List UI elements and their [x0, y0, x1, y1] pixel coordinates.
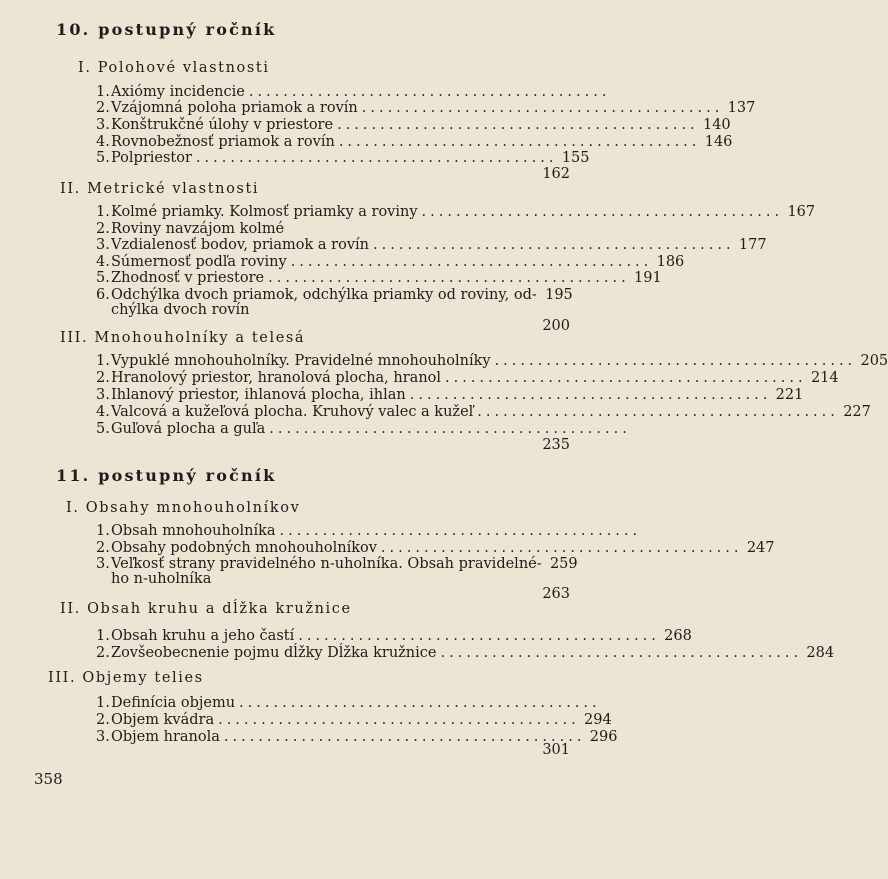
entry-number: 1. [96, 84, 110, 100]
dot-leader: .......................................... [440, 645, 803, 661]
grade-10-heading: 10. postupný ročník [56, 20, 277, 39]
trailing-page: 200 [542, 318, 570, 334]
entry-title: Vzájomná poloha priamok a rovín [111, 100, 358, 116]
toc-entry [96, 712, 612, 728]
entry-number: 3. [96, 237, 110, 253]
entry-title: Definícia objemu [111, 695, 236, 711]
entry-number: 4. [96, 134, 110, 150]
dot-leader: .......................................... [373, 237, 735, 253]
entry-number: 1. [96, 353, 110, 369]
toc-entry [96, 204, 816, 220]
dot-leader: .......................................... [195, 150, 558, 166]
entry-number: 2. [96, 370, 110, 386]
toc-entry [96, 237, 767, 253]
page-number: 358 [34, 770, 63, 788]
entry-number: 1. [96, 204, 110, 220]
entry-title: Ihlanový priestor, ihlanová plocha, ihlan [111, 387, 406, 403]
entry-number: 5. [96, 150, 110, 166]
section-mnohouholniky-heading: III. Mnohouholníky a telesá [60, 330, 306, 346]
entry-page: 294 [584, 712, 612, 728]
entry-page: 284 [806, 645, 835, 661]
toc-entry [96, 100, 756, 116]
entry-page: 167 [787, 204, 816, 220]
dot-leader: .......................................... [337, 117, 699, 133]
dot-leader: .......................................... [218, 712, 580, 728]
trailing-page: 235 [542, 437, 570, 453]
entry-number: 2. [96, 645, 110, 661]
dot-leader: .......................................... [248, 84, 611, 100]
entry-number: 2. [96, 540, 110, 556]
toc-entry [96, 150, 590, 166]
entry-number: 3. [96, 117, 110, 133]
entry-continuation: ho n-uholníka [111, 571, 212, 587]
entry-page: 259 [549, 556, 578, 572]
entry-number: 4. [96, 404, 110, 420]
entry-continuation: chýlka dvoch rovín [111, 302, 250, 318]
entry-title: Odchýlka dvoch priamok, odchýlka priamky od roviny, od- [111, 287, 537, 303]
entry-page: 205 [860, 353, 888, 369]
toc-entry [96, 729, 618, 745]
section-polohove-heading: I. Polohové vlastnosti [78, 60, 270, 76]
toc-entry [96, 370, 839, 386]
toc-entry [96, 523, 642, 539]
trailing-page: 162 [542, 166, 570, 182]
grade-11-heading: 11. postupný ročník [56, 466, 277, 485]
dot-leader: .......................................... [223, 729, 586, 745]
entry-title: Obsah kruhu a jeho častí [111, 628, 295, 644]
toc-entry [96, 117, 731, 133]
entry-title: Zovšeobecnenie pojmu dĺžky Dĺžka kružnice [111, 645, 437, 661]
dot-leader: .......................................... [290, 254, 653, 270]
toc-entry [96, 421, 631, 437]
entry-page: 137 [727, 100, 756, 116]
entry-number: 1. [96, 695, 110, 711]
entry-number: 1. [96, 523, 110, 539]
entry-title: Objem kvádra [111, 712, 215, 728]
dot-leader: .......................................... [445, 370, 807, 386]
dot-leader: .......................................... [269, 421, 631, 437]
toc-entry [96, 556, 578, 572]
entry-title: Obsahy podobných mnohouholníkov [111, 540, 377, 556]
entry-title: Zhodnosť v priestore [111, 270, 265, 286]
entry-title: Konštrukčné úlohy v priestore [111, 117, 334, 133]
entry-number: 5. [96, 421, 110, 437]
toc-entry [96, 695, 601, 711]
dot-leader: .......................................... [494, 353, 857, 369]
entry-number: 2. [96, 712, 110, 728]
dot-leader: .......................................... [298, 628, 660, 644]
dot-leader: .......................................... [421, 204, 784, 220]
section-metricke-heading: II. Metrické vlastnosti [60, 181, 260, 197]
entry-page: 177 [738, 237, 767, 253]
section-objemy-heading: III. Objemy telies [48, 670, 204, 686]
toc-entry [96, 645, 835, 661]
entry-page: 296 [589, 729, 618, 745]
entry-title: Guľová plocha a guľa [111, 421, 266, 437]
trailing-page: 263 [542, 586, 570, 602]
entry-page: 214 [810, 370, 839, 386]
entry-number: 1. [96, 628, 110, 644]
entry-title: Axiómy incidencie [111, 84, 245, 100]
entry-title: Vzdialenosť bodov, priamok a rovín [111, 237, 370, 253]
entry-number: 2. [96, 221, 110, 237]
entry-page: 227 [843, 404, 871, 420]
toc-entry [96, 404, 871, 420]
toc-entry [96, 84, 611, 100]
entry-page: 195 [545, 287, 573, 303]
toc-entry [96, 287, 573, 303]
entry-page: 268 [664, 628, 692, 644]
entry-page: 140 [702, 117, 731, 133]
entry-title: Súmernosť podľa roviny [111, 254, 287, 270]
toc-entry [96, 270, 662, 286]
dot-leader: .......................................... [380, 540, 743, 556]
entry-title: Obsah mnohouholníka [111, 523, 276, 539]
entry-title: Hranolový priestor, hranolová plocha, hranol [111, 370, 442, 386]
entry-number: 3. [96, 556, 110, 572]
dot-leader: .......................................... [279, 523, 642, 539]
toc-entry [96, 254, 685, 270]
entry-number: 2. [96, 100, 110, 116]
entry-title: Polpriestor [111, 150, 192, 166]
dot-leader: .......................................... [409, 387, 772, 403]
toc-entry [96, 134, 733, 150]
toc-entry [96, 540, 775, 556]
entry-number: 6. [96, 287, 110, 303]
entry-title: Vypuklé mnohouholníky. Pravidelné mnohouholníky [111, 353, 491, 369]
entry-title: Valcová a kužeľová plocha. Kruhový valec a kužeľ [111, 404, 474, 420]
entry-number: 3. [96, 387, 110, 403]
entry-page: 155 [561, 150, 590, 166]
trailing-page: 301 [542, 742, 570, 758]
entry-number: 4. [96, 254, 110, 270]
entry-number: 3. [96, 729, 110, 745]
entry-page: 186 [656, 254, 685, 270]
entry-title: Veľkosť strany pravidelného n-uholníka. Obsah pravidelné- [111, 556, 542, 572]
dot-leader: .......................................... [477, 404, 839, 420]
dot-leader: .......................................... [338, 134, 701, 150]
dot-leader: .......................................... [268, 270, 630, 286]
entry-title: Objem hranola [111, 729, 220, 745]
dot-leader: .......................................... [361, 100, 724, 116]
entry-title: Rovnobežnosť priamok a rovín [111, 134, 335, 150]
entry-page: 191 [634, 270, 662, 286]
entry-title: Kolmé priamky. Kolmosť priamky a roviny [111, 204, 418, 220]
toc-entry [96, 353, 888, 369]
section-kruh-heading: II. Obsah kruhu a dĺžka kružnice [60, 601, 352, 617]
entry-page: 146 [704, 134, 733, 150]
toc-entry [96, 221, 570, 237]
dot-leader: .......................................... [239, 695, 601, 711]
entry-page: 247 [746, 540, 775, 556]
toc-entry [96, 387, 804, 403]
entry-title: Roviny navzájom kolmé [111, 221, 285, 237]
toc-entry [96, 628, 692, 644]
entry-page: 221 [775, 387, 804, 403]
entry-number: 5. [96, 270, 110, 286]
section-obsahy-heading: I. Obsahy mnohouholníkov [66, 500, 301, 516]
